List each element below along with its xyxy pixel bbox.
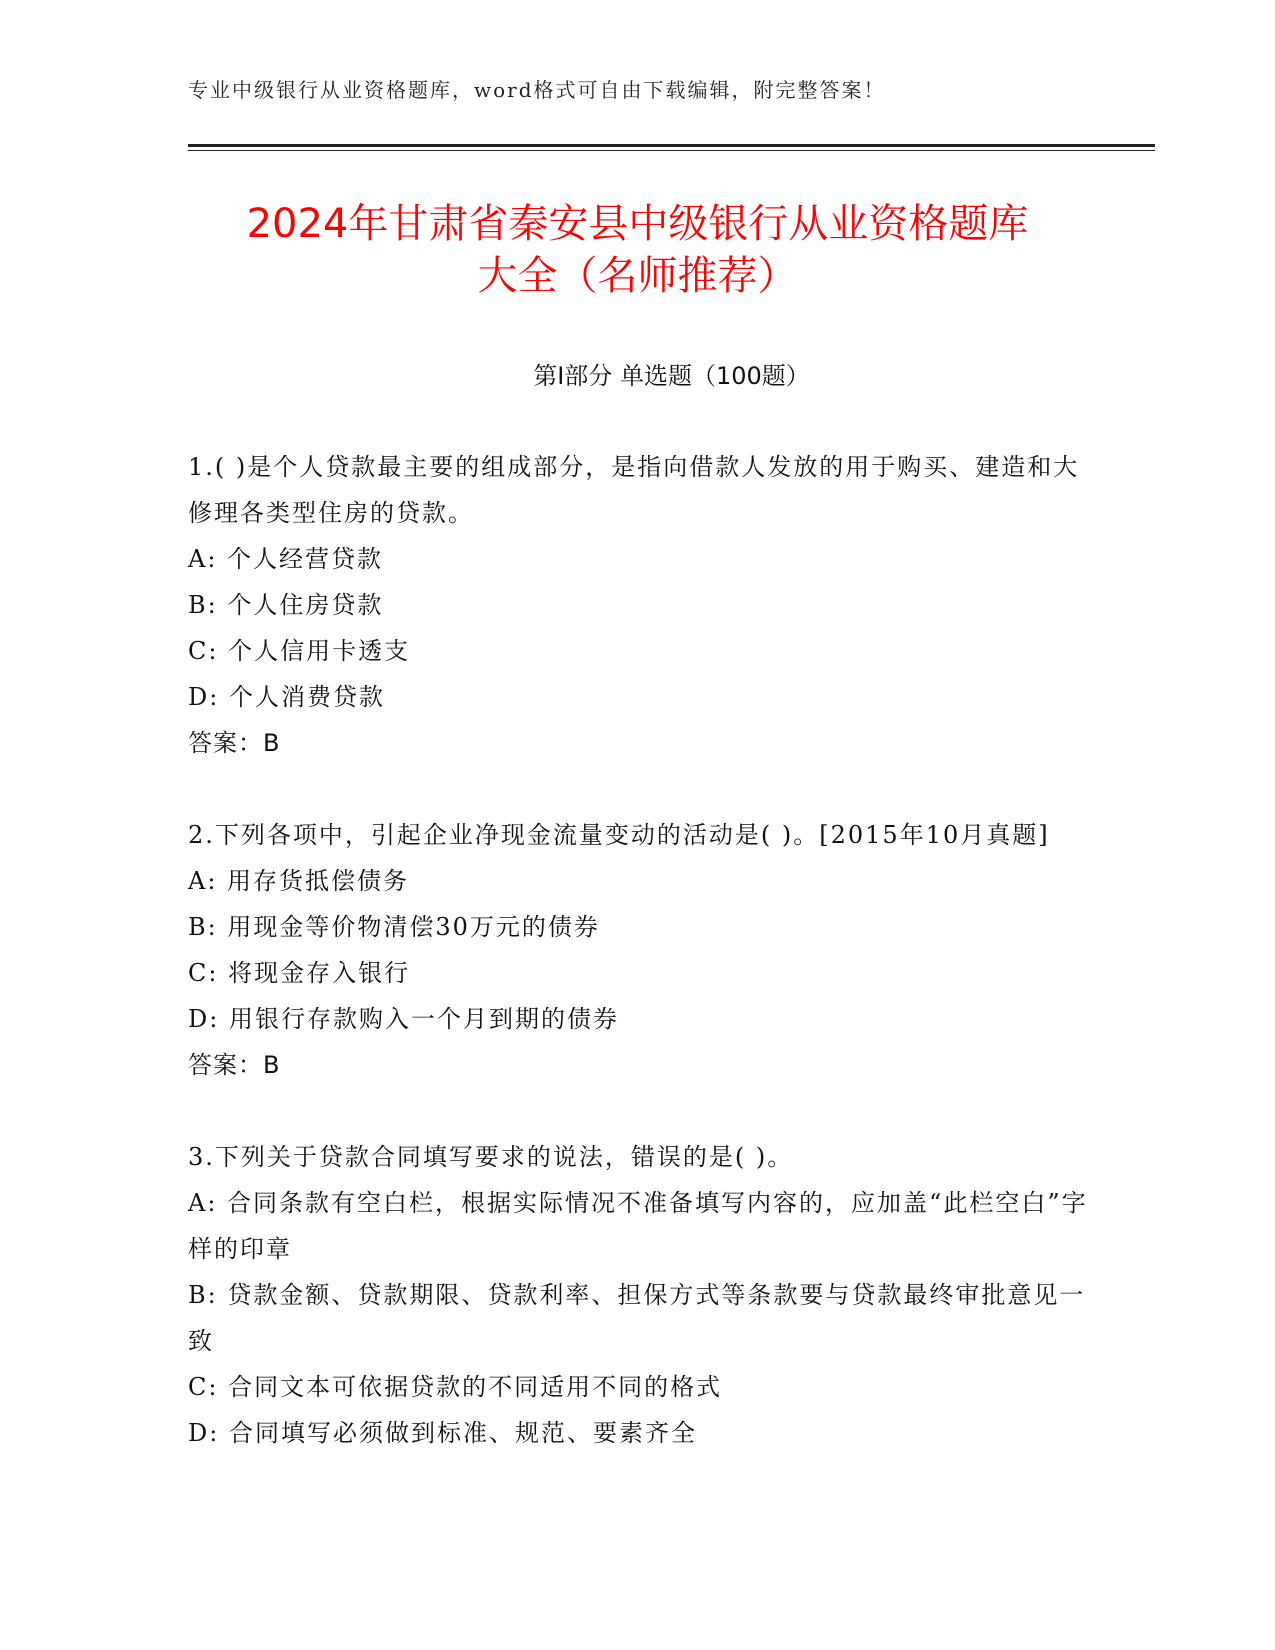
section-heading: 第Ⅰ部分 单选题（100题）: [533, 362, 810, 390]
question-2-option-c: C: 将现金存入银行: [188, 959, 411, 987]
document-title-line-1: 2024年甘肃省秦安县中级银行从业资格题库: [246, 201, 1029, 247]
question-2-option-b: B: 用现金等价物清偿30万元的债券: [188, 913, 600, 941]
question-3-option-d: D: 合同填写必须做到标准、规范、要素齐全: [188, 1419, 697, 1447]
header-rule-thin: [188, 150, 1155, 151]
question-2-option-a: A: 用存货抵偿债务: [188, 867, 410, 895]
question-1-option-c: C: 个人信用卡透支: [188, 637, 411, 665]
question-3-option-b: B: 贷款金额、贷款期限、贷款利率、担保方式等条款要与贷款最终审批意见一致: [188, 1281, 1086, 1355]
question-1-answer: 答案：B: [188, 729, 281, 757]
question-2-answer: 答案：B: [188, 1051, 281, 1079]
header-note: 专业中级银行从业资格题库，word格式可自由下载编辑，附完整答案！: [188, 78, 886, 102]
header-rule-thick: [188, 144, 1155, 147]
question-1-option-a: A: 个人经营贷款: [188, 545, 384, 573]
question-1: [188, 444, 1088, 766]
question-2: [188, 812, 1088, 1088]
question-2-option-d: D: 用银行存款购入一个月到期的债券: [188, 1005, 619, 1033]
document-title: [160, 198, 1115, 302]
question-3-option-a: A: 合同条款有空白栏，根据实际情况不准备填写内容的，应加盖“此栏空白”字样的印章: [188, 1189, 1088, 1263]
document-title-line-2: 大全（名师推荐）: [477, 253, 798, 299]
question-1-option-d: D: 个人消费贷款: [188, 683, 385, 711]
question-1-text: 1.( )是个人贷款最主要的组成部分，是指向借款人发放的用于购买、建造和大修理各类型住房的贷款。: [188, 453, 1080, 527]
question-1-option-b: B: 个人住房贷款: [188, 591, 384, 619]
question-list: [188, 444, 1088, 1502]
question-2-text: 2.下列各项中，引起企业净现金流量变动的活动是( )。[2015年10月真题]: [188, 821, 1050, 849]
question-3-text: 3.下列关于贷款合同填写要求的说法，错误的是( )。: [188, 1143, 794, 1171]
question-3-option-c: C: 合同文本可依据贷款的不同适用不同的格式: [188, 1373, 723, 1401]
question-3: [188, 1134, 1088, 1456]
